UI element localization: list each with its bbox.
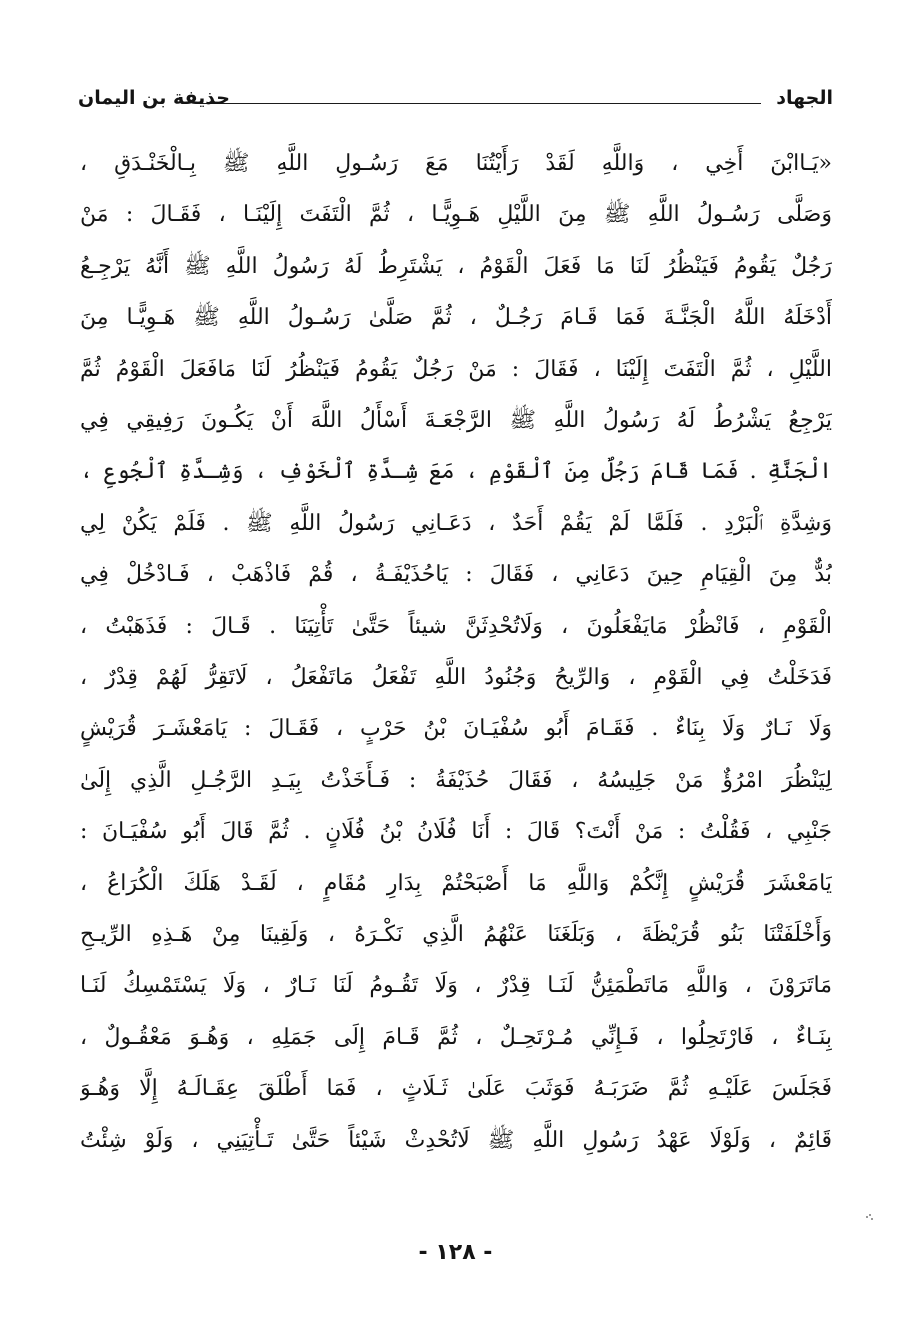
text-line: الْقَوْمِ ، فَانْظُرْ مَايَفْعَلُونَ ، وَلَاتُحْدِثَنَّ شيئاً حَتَّىٰ تَأْتِيَنَا . قَـالَ : فَذَهَبْتُ ، xyxy=(80,613,832,639)
text-line: جَنْبِي ، فَقُلْتُ : مَنْ أَنْتَ؟ قَالَ : أَنَا فُلَانُ بْنُ فُلَانٍ . ثُمَّ قَالَ أَبُو سُفْيَـانَ : xyxy=(80,819,832,845)
scan-speck xyxy=(866,1214,874,1222)
text-line: يَرْجِعُ يَشْرُطُ لَهُ رَسُولُ اللَّهِ ﷺ الرَّجْعَـةَ أَسْأَلُ اللَّهَ أَنْ يَكُـونَ رَفِيقِي فِي xyxy=(80,408,832,433)
text-line: «يَـاابْنَ أَخِي ، وَاللَّهِ لَقَدْ رَأَيْتُنَا مَعَ رَسُـولِ اللَّهِ ﷺ بِـالْخَنْـدَقِ ، xyxy=(80,151,832,176)
header-chapter-title: الجهاد xyxy=(776,87,833,109)
page-number: - ١٢٨ - xyxy=(418,1240,493,1265)
text-line: وَصَلَّى رَسُـولُ اللَّهِ ﷺ مِنَ اللَّيْلِ هَـوِيًّـا ، ثُمَّ الْتَفَتَ إِلَيْنَـا ، فَقَـالَ : مَنْ xyxy=(80,202,832,228)
text-line: فَجَلَسَ عَلَيْـهِ ثُمَّ ضَرَبَـهُ فَوَثَبَ عَلَىٰ ثَـلَاثٍ ، فَمَا أَطْلَقَ عِقَـالَـهُ إِلَّا وَهُـوَ xyxy=(80,1076,832,1102)
running-header xyxy=(78,84,833,112)
text-line: الْجَنَّةِ . فَمَا قَامَ رَجُلٌ مِنَ ٱلْقَوْمِ ، مَعَ شِـدَّةِ ٱلْخَوْفِ ، وَشِـدَّةِ ٱلْجُوعِ ، xyxy=(80,459,832,485)
text-line: أَدْخَلَهُ اللَّهُ الْجَنَّـةَ فَمَا قَـامَ رَجُـلٌ ، ثُمَّ صَلَّىٰ رَسُـولُ اللَّهِ ﷺ هَـوِيًّـا مِنَ xyxy=(80,305,832,331)
text-line: يَامَعْشَرَ قُرَيْشٍ إِنَّكُمْ وَاللَّهِ مَا أَصْبَحْتُمْ بِدَارِ مُقَامٍ ، لَقَـدْ هَلَكَ الْكُرَاعُ ، xyxy=(80,870,832,896)
header-section-title: حذيفة بن اليمان xyxy=(78,87,230,109)
text-line: وَشِدَّةِ ٱلْبَرْدِ . فَلَمَّا لَمْ يَقُمْ أَحَدٌ ، دَعَـانِي رَسُولُ اللَّهِ ﷺ . فَلَمْ يَكُنْ لِي xyxy=(80,510,832,536)
text-line: قَائِمٌ ، وَلَوْلَا عَهْدُ رَسُولِ اللَّهِ ﷺ لَاتُحْدِثْ شَيْئاً حَتَّىٰ تَـأْتِيَنِي ، وَلَوْ شِئْتُ xyxy=(80,1127,832,1153)
text-line: فَدَخَلْتُ فِي الْقَوْمِ ، وَالرِّيحُ وَجُنُودُ اللَّهِ تَفْعَلُ مَاتَفْعَلُ ، لَاتَقِرُّ لَهُمْ قِدْرٌ ، xyxy=(80,665,832,690)
text-line: لِيَنْظُرَ امْرُؤٌ مَنْ جَلِيسُهُ ، فَقَالَ حُذَيْفَةُ : فَـأَخَذْتُ بِيَـدِ الرَّجُـلِ الَّذِي إِلَىٰ xyxy=(80,767,832,793)
header-rule xyxy=(200,103,761,104)
text-line: وَأَخْلَفَتْنَا بَنُو قُرَيْظَةَ ، وَبَلَغَنَا عَنْهُمُ الَّذِي نَكْـرَهُ ، وَلَقِينَا مِنْ هَـذِهِ الرِّيـحِ xyxy=(80,922,832,947)
text-line: بِنَـاءٌ ، فَارْتَحِلُوا ، فَـإِنِّي مُـرْتَحِـلٌ ، ثُمَّ قَـامَ إِلَى جَمَلِهِ ، وَهُـوَ مَعْقُـولٌ ، xyxy=(80,1024,832,1050)
text-line: بُدٌّ مِنَ الْقِيَامِ حِينَ دَعَانِي ، فَقَالَ : يَاحُذَيْفَـةُ ، قُمْ فَاذْهَبْ ، فَـادْخُلْ فِي xyxy=(80,562,832,588)
text-line: مَاتَرَوْنَ ، وَاللَّهِ مَاتَطْمَئِنُّ لَنَـا قِدْرٌ ، وَلَا تَقُـومُ لَنَا نَـارٌ ، وَلَا يَسْتَمْسِكُ لَنَـا xyxy=(80,973,832,999)
text-line: وَلَا نَـارٌ وَلَا بِنَاءٌ . فَقَـامَ أَبُو سُفْيَـانَ بْنُ حَرْبٍ ، فَقَـالَ : يَامَعْشَـرَ قُرَيْشٍ xyxy=(80,716,832,742)
text-line: اللَّيْلِ ، ثُمَّ الْتَفَتَ إِلَيْنَا ، فَقَالَ : مَنْ رَجُلٌ يَقُومُ فَيَنْظُرُ لَنَا مَافَعَلَ الْقَوْمُ ثُمَّ xyxy=(80,356,832,382)
text-line: رَجُلٌ يَقُومُ فَيَنْظُرُ لَنَا مَا فَعَلَ الْقَوْمُ ، يَشْتَرِطُ لَهُ رَسُولُ اللَّهِ ﷺ أَنَّهُ يَرْجِـعُ xyxy=(80,253,832,279)
body-text xyxy=(80,140,832,1220)
